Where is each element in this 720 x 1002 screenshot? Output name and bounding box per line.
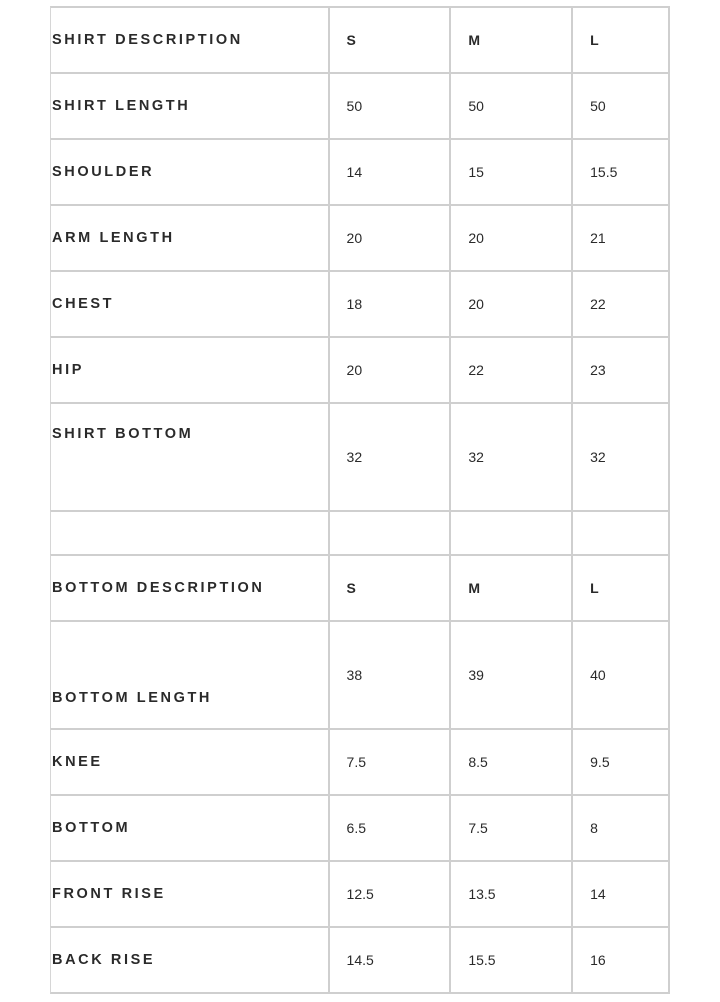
row-label: FRONT RISE (52, 886, 166, 902)
value-s: 7.5 (346, 754, 367, 770)
bottom-description-header: BOTTOM DESCRIPTION (52, 580, 265, 596)
row-label: SHIRT BOTTOM (52, 426, 194, 442)
value-l: 21 (590, 230, 606, 246)
table-row (50, 794, 670, 860)
value-l: 50 (590, 98, 606, 114)
value-l: 8 (590, 820, 598, 836)
table-row (50, 336, 670, 402)
empty-row (50, 510, 670, 554)
value-m: 7.5 (468, 820, 488, 836)
value-m: 20 (468, 296, 484, 312)
bottom-header-row (50, 554, 670, 620)
value-l: 40 (590, 667, 606, 683)
value-s: 12.5 (346, 886, 374, 902)
value-m: 15.5 (468, 952, 496, 968)
table-row (50, 270, 670, 336)
value-l: 22 (590, 296, 606, 312)
size-s-header: S (346, 580, 357, 596)
table-row (50, 138, 670, 204)
value-s: 32 (346, 449, 363, 465)
table-row (50, 620, 670, 728)
value-s: 14 (346, 164, 363, 180)
value-m: 50 (468, 98, 484, 114)
row-label: SHOULDER (52, 164, 155, 180)
row-label: KNEE (52, 754, 103, 770)
shirt-header-row (50, 6, 670, 72)
value-m: 22 (468, 362, 484, 378)
value-s: 20 (346, 230, 363, 246)
table-row (50, 926, 670, 994)
row-label: BOTTOM (52, 820, 131, 836)
value-m: 39 (468, 667, 484, 683)
value-m: 15 (468, 164, 484, 180)
value-l: 14 (590, 886, 606, 902)
size-l-header: L (590, 580, 600, 596)
value-l: 9.5 (590, 754, 610, 770)
row-label: BOTTOM LENGTH (52, 690, 212, 706)
row-label: CHEST (52, 296, 115, 312)
value-m: 20 (468, 230, 484, 246)
size-s-header: S (346, 32, 357, 48)
table-row (50, 204, 670, 270)
row-label: BACK RISE (52, 952, 156, 968)
size-l-header: L (590, 32, 600, 48)
row-label: ARM LENGTH (52, 230, 175, 246)
value-l: 16 (590, 952, 606, 968)
row-label: HIP (52, 362, 84, 378)
value-s: 6.5 (346, 820, 367, 836)
table-row (50, 72, 670, 138)
table-row (50, 860, 670, 926)
shirt-description-header: SHIRT DESCRIPTION (52, 32, 243, 48)
size-m-header: M (468, 580, 482, 596)
table-row (50, 402, 670, 510)
value-s: 38 (346, 667, 363, 683)
size-chart-table (50, 6, 670, 994)
size-m-header: M (468, 32, 482, 48)
table-row (50, 728, 670, 794)
value-s: 20 (346, 362, 363, 378)
value-l: 23 (590, 362, 606, 378)
value-m: 32 (468, 449, 484, 465)
value-s: 50 (346, 98, 363, 114)
row-label: SHIRT LENGTH (52, 98, 191, 114)
value-m: 8.5 (468, 754, 488, 770)
value-l: 15.5 (590, 164, 618, 180)
value-l: 32 (590, 449, 606, 465)
value-m: 13.5 (468, 886, 496, 902)
value-s: 18 (346, 296, 363, 312)
value-s: 14.5 (346, 952, 374, 968)
